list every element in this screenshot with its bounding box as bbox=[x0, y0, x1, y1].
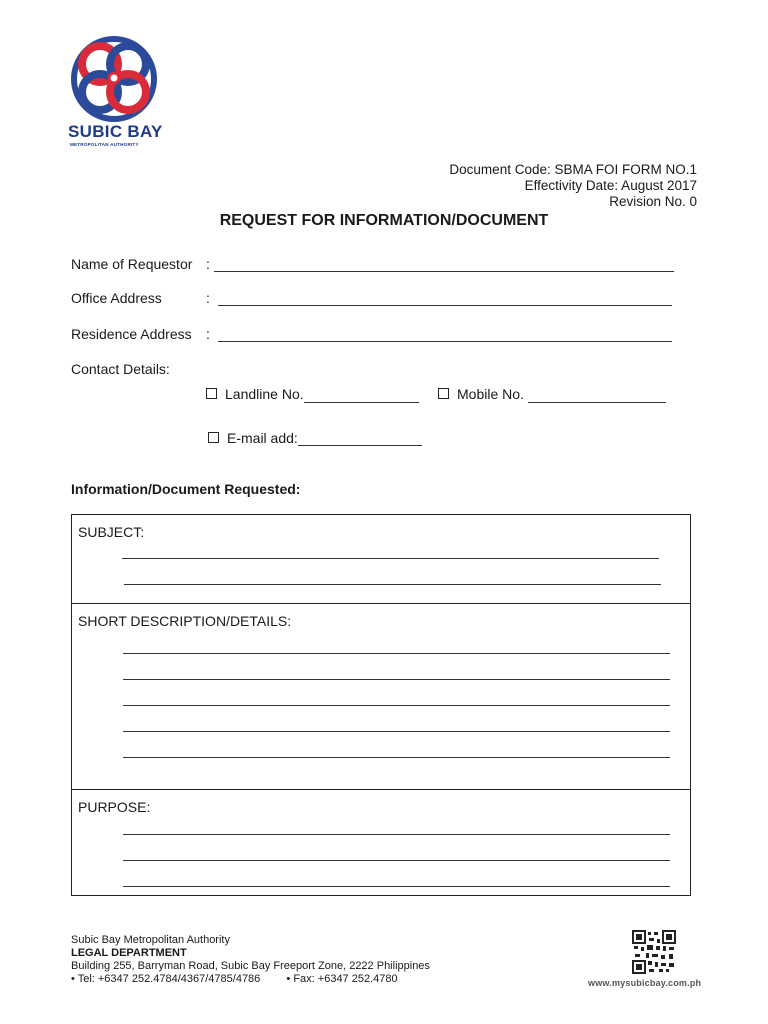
document-meta bbox=[449, 162, 697, 210]
brand-name: SUBIC BAY bbox=[68, 122, 163, 141]
office-input-line[interactable] bbox=[218, 304, 672, 306]
checkbox-icon[interactable] bbox=[206, 388, 217, 399]
landline-input-line[interactable] bbox=[304, 401, 419, 403]
mobile-option[interactable] bbox=[438, 386, 524, 402]
residence-label: Residence Address bbox=[71, 326, 192, 342]
document-code: Document Code: SBMA FOI FORM NO.1 bbox=[449, 162, 697, 177]
email-option[interactable] bbox=[208, 430, 298, 446]
requested-heading: Information/Document Requested: bbox=[71, 481, 301, 497]
description-label: SHORT DESCRIPTION/DETAILS: bbox=[78, 613, 292, 629]
footer bbox=[71, 934, 430, 986]
purpose-line-3[interactable] bbox=[123, 885, 670, 887]
divider bbox=[72, 603, 690, 604]
requestor-label: Name of Requestor bbox=[71, 256, 193, 272]
subject-line-1[interactable] bbox=[122, 557, 659, 559]
contact-label: Contact Details: bbox=[71, 361, 170, 377]
residence-colon: : bbox=[206, 326, 210, 342]
footer-org: Subic Bay Metropolitan Authority bbox=[71, 934, 230, 946]
footer-fax: • Fax: +6347 252.4780 bbox=[286, 973, 398, 985]
footer-dept: LEGAL DEPARTMENT bbox=[71, 947, 187, 959]
checkbox-icon[interactable] bbox=[208, 432, 219, 443]
sbma-logo bbox=[68, 34, 163, 152]
purpose-line-2[interactable] bbox=[123, 859, 670, 861]
form-title: REQUEST FOR INFORMATION/DOCUMENT bbox=[219, 212, 549, 229]
email-input-line[interactable] bbox=[298, 444, 422, 446]
requestor-input-line[interactable] bbox=[214, 270, 674, 272]
footer-address: Building 255, Barryman Road, Subic Bay Freeport Zone, 2222 Philippines bbox=[71, 960, 430, 972]
description-line-4[interactable] bbox=[123, 730, 670, 732]
description-line-1[interactable] bbox=[123, 652, 670, 654]
landline-option[interactable] bbox=[206, 386, 304, 402]
purpose-label: PURPOSE: bbox=[78, 799, 151, 815]
residence-input-line[interactable] bbox=[218, 340, 672, 342]
office-label: Office Address bbox=[71, 290, 162, 306]
divider bbox=[72, 789, 690, 790]
subject-label: SUBJECT: bbox=[78, 524, 145, 540]
checkbox-icon[interactable] bbox=[438, 388, 449, 399]
purpose-line-1[interactable] bbox=[123, 833, 670, 835]
requested-box bbox=[71, 514, 691, 896]
qr-code-icon bbox=[632, 930, 676, 974]
subject-line-2[interactable] bbox=[124, 583, 661, 585]
email-label: E-mail add: bbox=[227, 430, 298, 446]
description-line-3[interactable] bbox=[123, 704, 670, 706]
mobile-input-line[interactable] bbox=[528, 401, 666, 403]
office-colon: : bbox=[206, 290, 210, 306]
mobile-label: Mobile No. bbox=[457, 386, 524, 402]
website-url[interactable]: www.mysubicbay.com.ph bbox=[588, 978, 702, 988]
description-line-2[interactable] bbox=[123, 678, 670, 680]
requestor-colon: : bbox=[206, 256, 210, 272]
effectivity-date: Effectivity Date: August 2017 bbox=[524, 178, 697, 193]
description-line-5[interactable] bbox=[123, 756, 670, 758]
landline-label: Landline No. bbox=[225, 386, 304, 402]
sbma-logo-icon bbox=[68, 34, 160, 124]
revision-no: Revision No. 0 bbox=[609, 194, 697, 209]
footer-tel: • Tel: +6347 252.4784/4367/4785/4786 bbox=[71, 973, 261, 985]
brand-subtitle: METROPOLITAN AUTHORITY bbox=[70, 142, 139, 147]
